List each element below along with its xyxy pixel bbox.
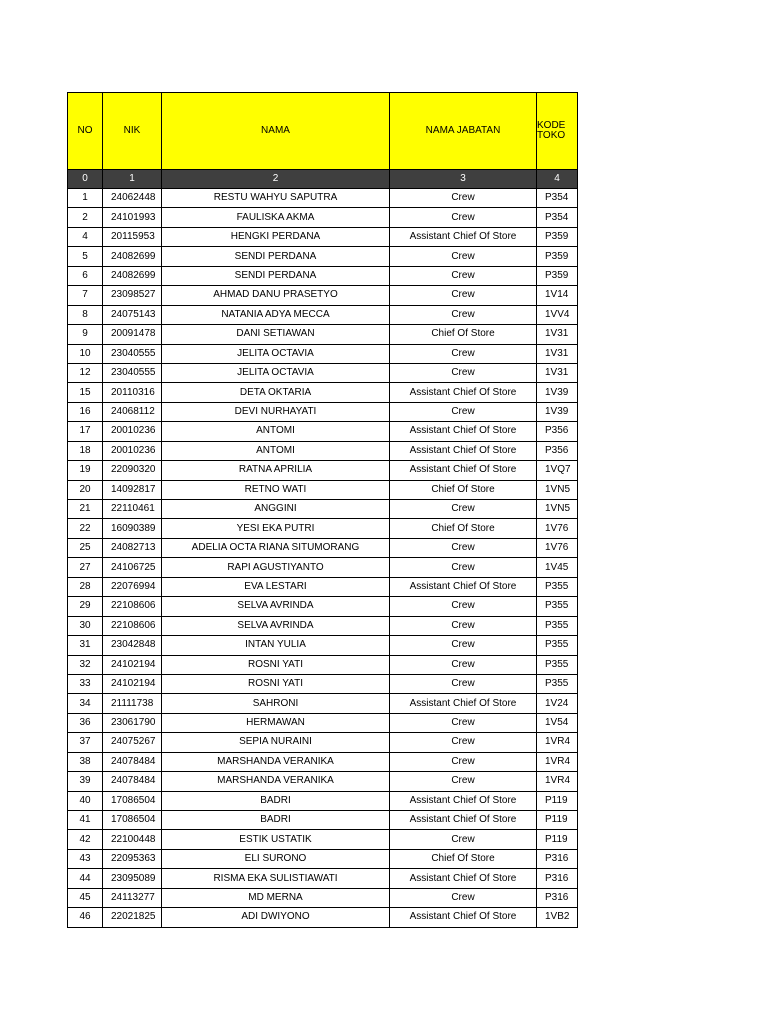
cell-nik: 24113277	[103, 888, 162, 907]
cell-nama: SEPIA NURAINI	[162, 733, 390, 752]
cell-nik: 17086504	[103, 791, 162, 810]
cell-no: 43	[68, 849, 103, 868]
cell-no: 39	[68, 772, 103, 791]
cell-nik: 23061790	[103, 713, 162, 732]
cell-kode-toko: 1V45	[537, 558, 578, 577]
cell-nik: 20110316	[103, 383, 162, 402]
cell-nik: 24078484	[103, 752, 162, 771]
cell-nama: EVA LESTARI	[162, 577, 390, 596]
cell-nama-jabatan: Assistant Chief Of Store	[390, 791, 537, 810]
cell-kode-toko: 1V54	[537, 713, 578, 732]
table-row	[68, 383, 578, 402]
column-index-2: 2	[162, 170, 390, 189]
cell-nik: 23040555	[103, 363, 162, 382]
cell-nama-jabatan: Crew	[390, 733, 537, 752]
cell-nik: 14092817	[103, 480, 162, 499]
cell-nama: HENGKI PERDANA	[162, 227, 390, 246]
cell-kode-toko: 1V31	[537, 344, 578, 363]
cell-nama-jabatan: Crew	[390, 655, 537, 674]
cell-nama-jabatan: Crew	[390, 888, 537, 907]
cell-kode-toko: P316	[537, 869, 578, 888]
cell-nik: 24075267	[103, 733, 162, 752]
cell-kode-toko: 1V39	[537, 383, 578, 402]
cell-nama: SAHRONI	[162, 694, 390, 713]
cell-no: 18	[68, 441, 103, 460]
cell-no: 8	[68, 305, 103, 324]
cell-no: 41	[68, 811, 103, 830]
cell-nama-jabatan: Chief Of Store	[390, 849, 537, 868]
cell-no: 4	[68, 227, 103, 246]
header-row	[68, 93, 578, 170]
table-row	[68, 344, 578, 363]
cell-kode-toko: 1V76	[537, 538, 578, 557]
cell-kode-toko: 1VR4	[537, 733, 578, 752]
cell-nama-jabatan: Crew	[390, 500, 537, 519]
cell-nama: DETA OKTARIA	[162, 383, 390, 402]
cell-kode-toko: P355	[537, 616, 578, 635]
cell-nik: 24101993	[103, 208, 162, 227]
table-row	[68, 849, 578, 868]
header-no: NO	[68, 93, 103, 170]
cell-no: 19	[68, 461, 103, 480]
header-nik: NIK	[103, 93, 162, 170]
cell-nama-jabatan: Crew	[390, 597, 537, 616]
cell-kode-toko: 1VR4	[537, 752, 578, 771]
cell-nama: RATNA APRILIA	[162, 461, 390, 480]
cell-nama: RETNO WATI	[162, 480, 390, 499]
table-body	[68, 189, 578, 928]
cell-kode-toko: P359	[537, 247, 578, 266]
table-row	[68, 325, 578, 344]
cell-no: 9	[68, 325, 103, 344]
cell-nik: 24106725	[103, 558, 162, 577]
cell-kode-toko: 1VN5	[537, 500, 578, 519]
cell-nama-jabatan: Crew	[390, 402, 537, 421]
table-row	[68, 305, 578, 324]
cell-nama-jabatan: Chief Of Store	[390, 325, 537, 344]
cell-kode-toko: P119	[537, 830, 578, 849]
cell-nik: 22076994	[103, 577, 162, 596]
cell-kode-toko: P355	[537, 655, 578, 674]
cell-nik: 22021825	[103, 908, 162, 927]
cell-nik: 23095089	[103, 869, 162, 888]
cell-nama: RISMA EKA SULISTIAWATI	[162, 869, 390, 888]
cell-nama: MARSHANDA VERANIKA	[162, 772, 390, 791]
cell-kode-toko: 1VR4	[537, 772, 578, 791]
cell-nama: ADELIA OCTA RIANA SITUMORANG	[162, 538, 390, 557]
cell-nik: 22090320	[103, 461, 162, 480]
cell-nama-jabatan: Crew	[390, 558, 537, 577]
cell-nama-jabatan: Crew	[390, 363, 537, 382]
cell-no: 29	[68, 597, 103, 616]
cell-nama-jabatan: Crew	[390, 772, 537, 791]
cell-nik: 24082713	[103, 538, 162, 557]
cell-no: 1	[68, 189, 103, 208]
cell-no: 7	[68, 286, 103, 305]
cell-nama: HERMAWAN	[162, 713, 390, 732]
table-row	[68, 266, 578, 285]
cell-kode-toko: 1V39	[537, 402, 578, 421]
cell-nik: 22108606	[103, 597, 162, 616]
cell-kode-toko: 1VQ7	[537, 461, 578, 480]
cell-nik: 24068112	[103, 402, 162, 421]
cell-no: 40	[68, 791, 103, 810]
cell-nama: ANTOMI	[162, 441, 390, 460]
cell-nik: 20115953	[103, 227, 162, 246]
cell-nama-jabatan: Assistant Chief Of Store	[390, 694, 537, 713]
cell-nama: SENDI PERDANA	[162, 266, 390, 285]
header-kode-line2: TOKO	[537, 130, 566, 141]
cell-nik: 24102194	[103, 674, 162, 693]
cell-nik: 20091478	[103, 325, 162, 344]
header-nama: NAMA	[162, 93, 390, 170]
cell-kode-toko: 1V76	[537, 519, 578, 538]
table-row	[68, 616, 578, 635]
cell-no: 22	[68, 519, 103, 538]
table-row	[68, 888, 578, 907]
cell-no: 6	[68, 266, 103, 285]
table-row	[68, 811, 578, 830]
cell-kode-toko: 1V14	[537, 286, 578, 305]
cell-nama: DANI SETIAWAN	[162, 325, 390, 344]
cell-no: 20	[68, 480, 103, 499]
table-row	[68, 519, 578, 538]
cell-no: 38	[68, 752, 103, 771]
cell-kode-toko: 1V31	[537, 325, 578, 344]
cell-no: 15	[68, 383, 103, 402]
cell-nama-jabatan: Crew	[390, 344, 537, 363]
cell-nik: 23098527	[103, 286, 162, 305]
cell-kode-toko: P356	[537, 441, 578, 460]
cell-nama: ESTIK USTATIK	[162, 830, 390, 849]
table-row	[68, 247, 578, 266]
table-row	[68, 422, 578, 441]
cell-nama: SENDI PERDANA	[162, 247, 390, 266]
cell-no: 33	[68, 674, 103, 693]
table-row	[68, 363, 578, 382]
table-row	[68, 500, 578, 519]
cell-kode-toko: P354	[537, 208, 578, 227]
cell-nama: RESTU WAHYU SAPUTRA	[162, 189, 390, 208]
cell-nik: 24082699	[103, 266, 162, 285]
cell-nama: MD MERNA	[162, 888, 390, 907]
cell-nama: ROSNI YATI	[162, 655, 390, 674]
cell-no: 45	[68, 888, 103, 907]
cell-nama-jabatan: Assistant Chief Of Store	[390, 441, 537, 460]
table-row	[68, 791, 578, 810]
cell-nik: 22110461	[103, 500, 162, 519]
table-row	[68, 461, 578, 480]
cell-nama-jabatan: Crew	[390, 189, 537, 208]
cell-nik: 20010236	[103, 422, 162, 441]
cell-nama: FAULISKA AKMA	[162, 208, 390, 227]
cell-nama: BADRI	[162, 791, 390, 810]
table-row	[68, 189, 578, 208]
cell-kode-toko: 1VN5	[537, 480, 578, 499]
cell-no: 16	[68, 402, 103, 421]
cell-no: 37	[68, 733, 103, 752]
cell-nama: ROSNI YATI	[162, 674, 390, 693]
cell-nama-jabatan: Assistant Chief Of Store	[390, 383, 537, 402]
cell-nama: INTAN YULIA	[162, 636, 390, 655]
table-row	[68, 694, 578, 713]
cell-nama-jabatan: Crew	[390, 616, 537, 635]
table-row	[68, 577, 578, 596]
cell-kode-toko: P355	[537, 674, 578, 693]
cell-no: 46	[68, 908, 103, 927]
table-row	[68, 227, 578, 246]
cell-nik: 23040555	[103, 344, 162, 363]
cell-nama-jabatan: Assistant Chief Of Store	[390, 869, 537, 888]
cell-no: 5	[68, 247, 103, 266]
cell-nama-jabatan: Assistant Chief Of Store	[390, 908, 537, 927]
cell-nik: 17086504	[103, 811, 162, 830]
table-row	[68, 869, 578, 888]
cell-nik: 20010236	[103, 441, 162, 460]
cell-no: 36	[68, 713, 103, 732]
cell-nik: 22100448	[103, 830, 162, 849]
table-row	[68, 733, 578, 752]
cell-nama-jabatan: Chief Of Store	[390, 480, 537, 499]
cell-kode-toko: P355	[537, 577, 578, 596]
cell-nama-jabatan: Crew	[390, 713, 537, 732]
cell-kode-toko: P119	[537, 811, 578, 830]
cell-nik: 22095363	[103, 849, 162, 868]
cell-nama-jabatan: Crew	[390, 636, 537, 655]
cell-nama-jabatan: Crew	[390, 266, 537, 285]
cell-no: 12	[68, 363, 103, 382]
table-row	[68, 480, 578, 499]
cell-nik: 24102194	[103, 655, 162, 674]
cell-nik: 24062448	[103, 189, 162, 208]
cell-nama: ADI DWIYONO	[162, 908, 390, 927]
cell-nama-jabatan: Crew	[390, 247, 537, 266]
column-index-row	[68, 170, 578, 189]
cell-nama-jabatan: Assistant Chief Of Store	[390, 811, 537, 830]
cell-no: 27	[68, 558, 103, 577]
cell-no: 21	[68, 500, 103, 519]
cell-nik: 24082699	[103, 247, 162, 266]
cell-nama: AHMAD DANU PRASETYO	[162, 286, 390, 305]
cell-no: 42	[68, 830, 103, 849]
cell-kode-toko: 1VB2	[537, 908, 578, 927]
cell-no: 32	[68, 655, 103, 674]
cell-no: 17	[68, 422, 103, 441]
cell-nik: 24075143	[103, 305, 162, 324]
cell-nama-jabatan: Crew	[390, 752, 537, 771]
cell-kode-toko: 1V31	[537, 363, 578, 382]
cell-nama-jabatan: Assistant Chief Of Store	[390, 461, 537, 480]
cell-kode-toko: 1V24	[537, 694, 578, 713]
cell-no: 10	[68, 344, 103, 363]
cell-nama: RAPI AGUSTIYANTO	[162, 558, 390, 577]
cell-kode-toko: 1VV4	[537, 305, 578, 324]
table-row	[68, 558, 578, 577]
cell-nama: ANGGINI	[162, 500, 390, 519]
column-index-0: 0	[68, 170, 103, 189]
cell-nama: DEVI NURHAYATI	[162, 402, 390, 421]
header-kode-line1: KODE	[537, 120, 566, 131]
cell-nama-jabatan: Chief Of Store	[390, 519, 537, 538]
cell-no: 25	[68, 538, 103, 557]
cell-no: 28	[68, 577, 103, 596]
cell-nama-jabatan: Crew	[390, 538, 537, 557]
cell-nik: 16090389	[103, 519, 162, 538]
cell-nama-jabatan: Assistant Chief Of Store	[390, 422, 537, 441]
table-row	[68, 208, 578, 227]
cell-nama-jabatan: Crew	[390, 286, 537, 305]
table-row	[68, 402, 578, 421]
cell-kode-toko: P316	[537, 849, 578, 868]
table-row	[68, 752, 578, 771]
cell-no: 31	[68, 636, 103, 655]
cell-no: 30	[68, 616, 103, 635]
table-row	[68, 772, 578, 791]
cell-nama: YESI EKA PUTRI	[162, 519, 390, 538]
employee-table	[67, 92, 578, 928]
table-row	[68, 636, 578, 655]
cell-nama: ELI SURONO	[162, 849, 390, 868]
cell-kode-toko: P359	[537, 227, 578, 246]
cell-nama-jabatan: Assistant Chief Of Store	[390, 577, 537, 596]
cell-nama-jabatan: Assistant Chief Of Store	[390, 227, 537, 246]
cell-nama: BADRI	[162, 811, 390, 830]
table-row	[68, 713, 578, 732]
cell-nama: NATANIA ADYA MECCA	[162, 305, 390, 324]
cell-nama-jabatan: Crew	[390, 208, 537, 227]
table-row	[68, 441, 578, 460]
header-kode-toko	[537, 93, 578, 170]
cell-nama: MARSHANDA VERANIKA	[162, 752, 390, 771]
table-row	[68, 830, 578, 849]
cell-kode-toko: P355	[537, 636, 578, 655]
cell-no: 2	[68, 208, 103, 227]
table-row	[68, 538, 578, 557]
cell-kode-toko: P359	[537, 266, 578, 285]
header-nama-jabatan: NAMA JABATAN	[390, 93, 537, 170]
cell-nik: 21111738	[103, 694, 162, 713]
cell-no: 44	[68, 869, 103, 888]
cell-kode-toko: P316	[537, 888, 578, 907]
cell-nama: JELITA OCTAVIA	[162, 363, 390, 382]
cell-no: 34	[68, 694, 103, 713]
cell-nama-jabatan: Crew	[390, 830, 537, 849]
cell-nama: ANTOMI	[162, 422, 390, 441]
table-row	[68, 655, 578, 674]
table-row	[68, 286, 578, 305]
cell-nama: JELITA OCTAVIA	[162, 344, 390, 363]
column-index-1: 1	[103, 170, 162, 189]
cell-nama-jabatan: Crew	[390, 674, 537, 693]
cell-nama: SELVA AVRINDA	[162, 616, 390, 635]
column-index-3: 3	[390, 170, 537, 189]
cell-nik: 24078484	[103, 772, 162, 791]
cell-nama: SELVA AVRINDA	[162, 597, 390, 616]
table-row	[68, 597, 578, 616]
cell-kode-toko: P354	[537, 189, 578, 208]
column-index-4: 4	[537, 170, 578, 189]
cell-nama-jabatan: Crew	[390, 305, 537, 324]
cell-kode-toko: P356	[537, 422, 578, 441]
table-row	[68, 674, 578, 693]
cell-kode-toko: P355	[537, 597, 578, 616]
cell-nik: 23042848	[103, 636, 162, 655]
cell-kode-toko: P119	[537, 791, 578, 810]
table-row	[68, 908, 578, 927]
cell-nik: 22108606	[103, 616, 162, 635]
